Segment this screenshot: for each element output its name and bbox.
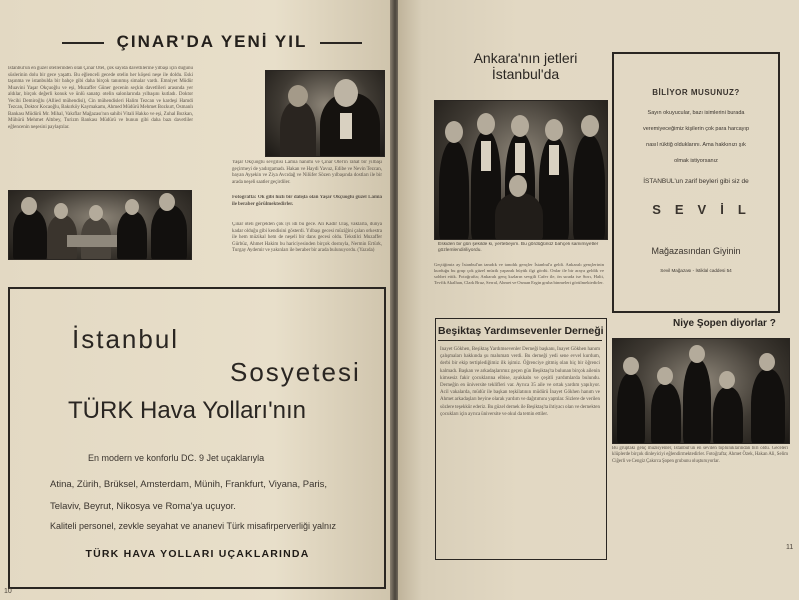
left-page — [0, 0, 392, 600]
title-rule-left — [62, 42, 104, 44]
besiktas-article-title: Beşiktaş Yardımsevenler Derneği — [438, 325, 604, 337]
ad-sosyete-text: Sosyetesi — [230, 357, 361, 387]
ad-line-dc9: En modern ve konforlu DC. 9 Jet uçaklarıyla — [88, 453, 265, 463]
ankara-article-title: Ankara'nın jetleri İstanbul'da — [473, 50, 578, 82]
sevil-headline: BİLİYOR MUSUNUZ? — [652, 88, 740, 97]
sevil-body-3: nasıl rüktiğ olduklarını. Ama hakkınızı şık — [646, 142, 746, 148]
ad-thy-text: TÜRK Hava Yolları'nın — [68, 397, 307, 424]
besiktas-title-rule — [438, 340, 602, 341]
sopen-band-photo — [612, 338, 790, 444]
sevil-line-a: Mağazasından Giyinin — [651, 246, 741, 256]
ad-line-quality: Kaliteli personel, zevkle seyahat ve ananevi Türk misafirperverliği yalnız — [50, 521, 336, 531]
cinar-photo-couple — [265, 70, 385, 157]
thy-advertisement — [8, 287, 386, 589]
page-number-right: 11 — [786, 544, 794, 551]
sevil-body-1: Sayın okuyucular, bazı isimlerini burada — [647, 110, 745, 116]
ad-istanbul-text: İstanbul — [72, 324, 180, 354]
cinar-photo-group — [8, 190, 192, 260]
cinar-article-body: İstanbul'un en güzel otellerinden olan Çınar Otel, çok sayıda davetlilerine yılbaşı için düğünü süslerinin dolu bir gece yaşattı. Bu eğlenceli gecede otelin her köşesi neşe ile doldu. Eski taşınma ve istanbulda bir bahçe gibi daha birçok tanınmış simalar vardı. Emniyet Müdür Muavini Yaşar Okçuoğlu ve eşi, Muzaffer Güner gecenin seçkin davetlileri arasında yer aldılar, birçok değerli konuk ve ünlü sanatçı otelin salonlarında yılbaşını kutladı. Doktor Vecihi Demiroğlu (Allied mühendisi), Cin mühendisleri Halim Tezcan ve kardeşi Hamdi Tezcan, Doktor Kocaoğlu, Bakırköy Kaymakamı, Ahmed Müdürü Mehmet Bozkurt, Osmanlı Bankası Müdürü Mr. Mihal, Vakıflar Mağazası'nın sahibi Vitali Hakko ve eşi, Zuhal Bozkan, Mühürü Mehmet Altıbey, Turizm Bankası Müdürü ve bunun gibi daha bazı davetliler eğlencenin neşesini paylaştılar. — [8, 66, 193, 130]
sevil-body-5: İSTANBUL'un zarif beyleri gibi siz de — [643, 178, 749, 185]
ankara-jets-photo — [434, 100, 608, 240]
cinar-title-text: ÇINAR'DA YENİ YIL — [116, 32, 308, 51]
page-number-left: 10 — [4, 588, 12, 595]
ad-line-cities: Atina, Zürih, Brüksel, Amsterdam, Münih, Frankfurt, Viyana, Paris, — [50, 479, 328, 490]
ad-line-cities-2: Telaviv, Beyrut, Nikosya ve Roma'ya uçuyor. — [50, 501, 236, 512]
sevil-body-2: veremiyeceğimiz kişilerin çok para harcayıp — [642, 126, 750, 132]
cinar-photo-caption: Yaşar Okçuoğlu sevgilisi Lamia hanımı ve Çınar Otel'in rahat bir yılbaşı geçirmeyi de yadırgamadı. Hakan ve Haydi Yavuz, Edibe ve Nevin Tezcan, bayan Ayşekin ve Ziya Avcıdağ ve Nilüfer Sözen yılbaşında dostları ile bir arada neşeli saatler geçirdiler. — [232, 160, 382, 185]
sevil-body-4: olmak istiyorsanız — [674, 158, 718, 164]
cinar-article-title — [62, 30, 362, 56]
sopen-article-title: Niye Şopen diyorlar ? — [673, 318, 776, 329]
cinar-photo-caption-2: Fotoğrafta: Ok gibi hızlı bir dalışla olan Yaşar Okçuoğlu güzel Lamia ile beraber görülmektedirler. — [232, 195, 382, 207]
ankara-photo-caption: Eskiden bir gün şekilde ki, yertebeyim. Bu gördüğünüz bahçeli samimiyetler gözlemlendiriliyordu. — [438, 242, 599, 253]
title-rule-right — [320, 42, 362, 44]
sopen-article-body: Bu gruptaki genç müzisyenler, İstanbul'un en sevilen topluluklarından biri oldu. Geceleri klüplerde birçok dinleyiciyi eğlendirmektedirler. Fotoğrafta; Ahmet Özek, Hakan Ali, Selim Ciğerli ve Cengiz Çakırca Şopen grubunu oluşturuyorlar. — [612, 446, 788, 464]
besiktas-article-body: İnayet Gökhen, Beşiktaş Yardımsevenler Derneği başkanı, İnayet Gökhen hanım çalışmaları hakkında şu malumatı verdi. Bu derneği yedi sene evvel kurdum, derbi bir ekip tertiplediğimiz ilk işimiz. Öğrenciye gitmiş olan hiç bir öğrenci kalmadı. Başkan ve arkadaşlarımız geçen gün Beşiktaş'ta bulunan birçok ailenin kimsesiz fakir çocuklarına elbise, ayakkabı ve çeşitli yardımlarda bulundu. Derneğin en üniversite teklifleri var. Ayrıca 35 aile ve ortak yardım yapılıyor. Acil vakalarda, müdür ile başkan teşkilatının müdürü İnayet Gökhen hanım ve Ahmet arkadaşları beyine olarak yardım ve dağıtımını yaptılar. Sizlere de verilen sözlere teşekkür ederiz. Bu güzel dernek ile Beşiktaş'ta ihtiyacı olan ve dernekten çocukları için ayrıca üniversite ve okul da temin ettiler. — [440, 347, 600, 417]
cinar-article-body-2: Çınar oteli gerçekten çok iyi idi bu gece. Ali Kadir Ulaş, vaklarla, dünya kadar olduğu gibi kendisini gösterdi. Yılbaşı gecesi müziğini çalan orkestra ile hem müzikal hem de neşeli bir dans gecesi oldu. Tekstilci Muzaffer Gürbüz, Ahmet Hakim bu hariciyesinden birçok dostuyla, Nermin Ertürk, Turgay Aydemir ve yakınları ile beraber bir arada bulunuyordu. (Yazıda) — [232, 222, 382, 253]
ad-footer: TÜRK HAVA YOLLARI UÇAKLARINDA — [85, 548, 310, 560]
sevil-address: Sevil Mağazası - İstiklal caddesi 54 — [660, 268, 732, 273]
sevil-advertisement — [612, 52, 780, 313]
sevil-brand: SEVİL — [652, 202, 760, 217]
ankara-article-body: Geçtiğimiz ay İstanbul'un tanıdık ve tanıdık gençler İstanbul'a geldi. Ankaralı gençlerinin kurduğu bu grup çok güzel müzik yaparak büyük ilgi gördü. Onlar ile bir araya geldik ve sohbet ettik. Fotoğrafta; Ankaralı genç kızların sevgili Cafer ile, ön sırada ise Sırrı, Halit, Tevfik Akalhan, Clark Bruz, Serral, Ahmet ve Osman Ergin gruba binmeleri görülmektedirler. — [434, 262, 604, 285]
right-page — [398, 0, 799, 600]
